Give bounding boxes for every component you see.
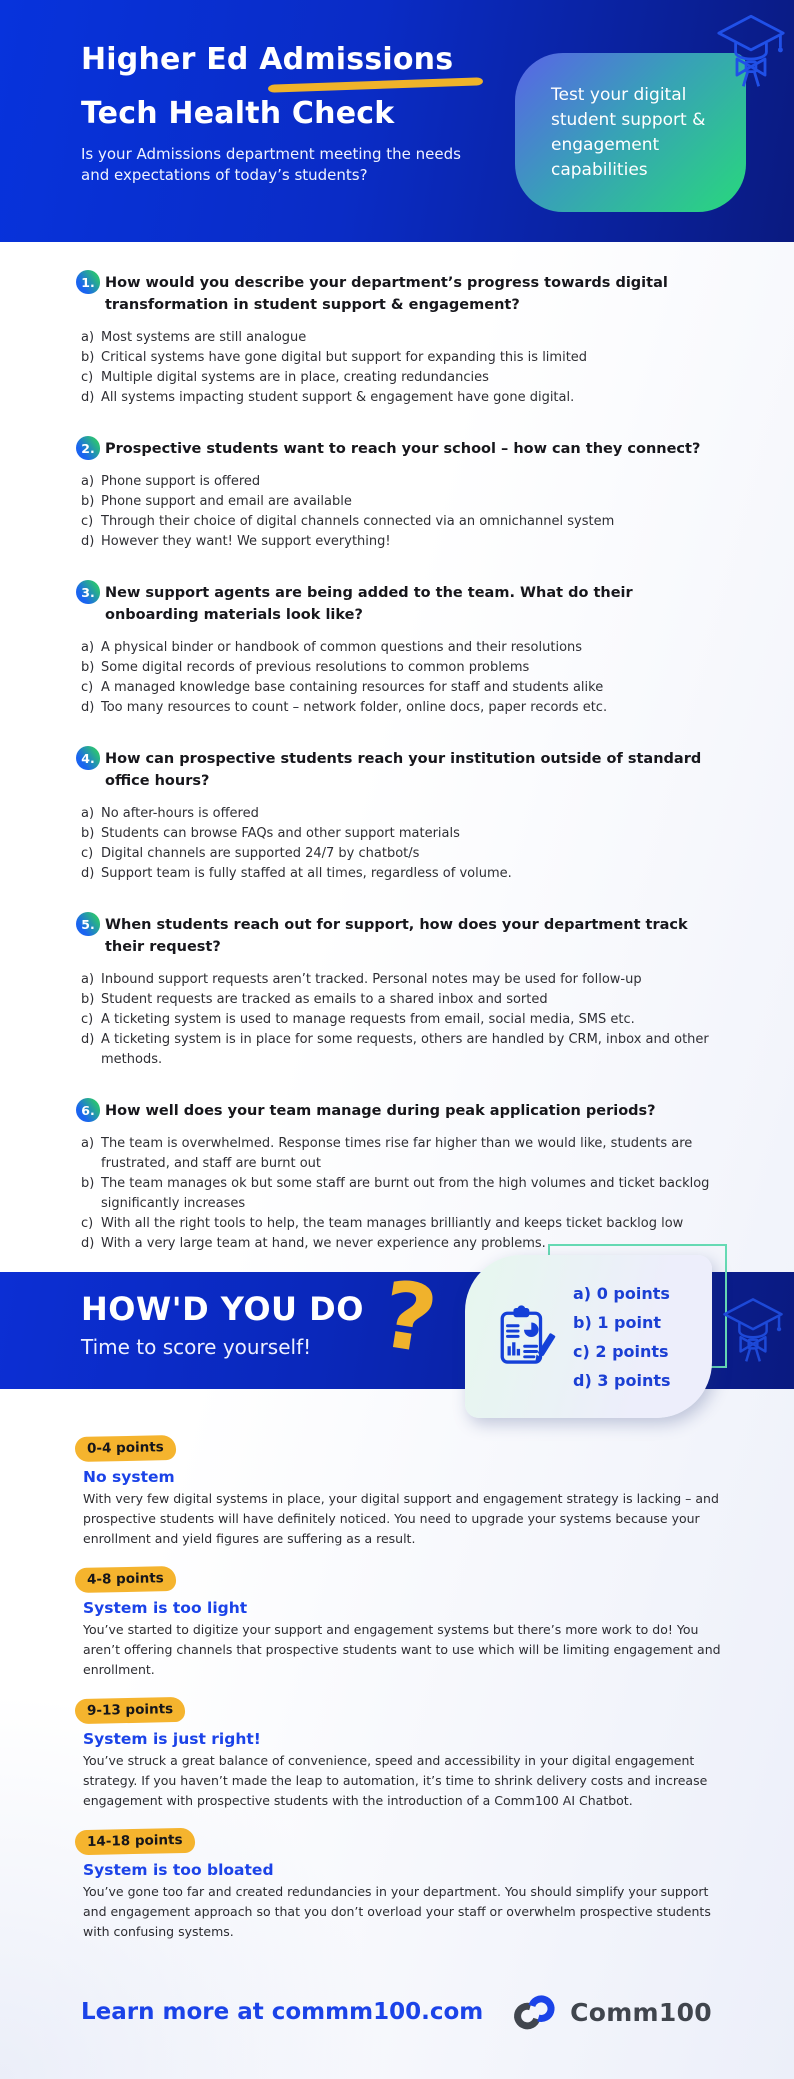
clipboard-checklist-icon — [493, 1301, 559, 1373]
result-14-18 — [75, 1829, 794, 1942]
scoring-item: c) 2 points — [573, 1341, 669, 1361]
results-section — [0, 1389, 794, 1942]
header-side-badge: Test your digital student support & engagement capabilities — [515, 53, 746, 212]
banner-subtitle: Time to score yourself! — [81, 1335, 312, 1360]
question-number-badge: 3. — [76, 580, 100, 604]
options-list — [76, 804, 738, 884]
option: d) All systems impacting student support & engagement have gone digital. — [81, 390, 575, 405]
option: b) Some digital records of previous resolutions to common problems — [81, 660, 530, 675]
title-highlight: Admissions — [259, 42, 454, 77]
option: b) The team manages ok but some staff are burnt out from the high volumes and ticket backlog significantly increases — [81, 1176, 710, 1211]
option: c) A managed knowledge base containing resources for staff and students alike — [81, 680, 604, 695]
question-text: New support agents are being added to the team. What do their onboarding materials look like? — [105, 585, 633, 623]
comm100-brand — [510, 1992, 712, 2032]
option: a) Most systems are still analogue — [81, 330, 307, 345]
points-range-badge: 0-4 points — [75, 1435, 176, 1462]
option: d) With a very large team at hand, we never experience any problems. — [81, 1236, 546, 1251]
question-mark-graphic: ? — [374, 1260, 444, 1375]
result-description: With very few digital systems in place, your digital support and engagement strategy is lacking – and prospective students will have definitely noticed. You need to upgrade your systems because your enrollment and yield figures are suffering as a result. — [83, 1491, 719, 1546]
result-description: You’ve struck a great balance of convenience, speed and accessibility in your digital engagement strategy. If you haven’t made the leap to automation, it’s time to shrink delivery costs and increase engagement with prospective students with the introduction of a Comm100 AI Chatbot. — [83, 1753, 708, 1808]
scoring-list — [573, 1279, 671, 1395]
options-list — [76, 1134, 738, 1254]
options-list — [76, 328, 738, 408]
question-text: How would you describe your department’s progress towards digital transformation in student support & engagement? — [105, 275, 668, 313]
result-0-4 — [75, 1436, 794, 1549]
question-4 — [76, 748, 738, 884]
question-number-badge: 6. — [76, 1098, 100, 1122]
result-title: No system — [83, 1468, 175, 1486]
result-title: System is just right! — [83, 1730, 261, 1748]
question-text: Prospective students want to reach your school – how can they connect? — [105, 441, 701, 457]
header — [0, 0, 794, 242]
option: d) However they want! We support everything! — [81, 534, 391, 549]
comm100-logo-icon — [510, 1992, 560, 2032]
option: c) Through their choice of digital channels connected via an omnichannel system — [81, 514, 615, 529]
question-3 — [76, 582, 738, 718]
option: a) A physical binder or handbook of common questions and their resolutions — [81, 640, 583, 655]
points-range-badge: 9-13 points — [75, 1697, 186, 1724]
page-title-line2: Tech Health Check — [81, 95, 395, 131]
header-subtitle: Is your Admissions department meeting the needs and expectations of today’s students? — [81, 145, 461, 184]
option: a) Phone support is offered — [81, 474, 261, 489]
question-text: How can prospective students reach your institution outside of standard office hours? — [105, 751, 702, 789]
question-text: How well does your team manage during peak application periods? — [105, 1103, 656, 1119]
footer — [81, 1992, 712, 2032]
points-range-badge: 4-8 points — [75, 1566, 176, 1593]
scoring-card — [465, 1255, 712, 1418]
scoring-item: d) 3 points — [573, 1370, 671, 1390]
score-banner — [0, 1260, 794, 1390]
scoring-item: a) 0 points — [573, 1283, 670, 1303]
option: d) Support team is fully staffed at all times, regardless of volume. — [81, 866, 512, 881]
result-4-8 — [75, 1567, 794, 1680]
option: d) A ticketing system is in place for some requests, others are handled by CRM, inbox and other methods. — [81, 1032, 709, 1067]
result-description: You’ve started to digitize your support and engagement systems but there’s more work to do! You aren’t offering channels that prospective students want to use which will be limiting engagement and enrollment. — [83, 1622, 721, 1677]
question-number-badge: 2. — [76, 436, 100, 460]
question-number-badge: 1. — [76, 270, 100, 294]
options-list — [76, 638, 738, 718]
option: a) No after-hours is offered — [81, 806, 259, 821]
learn-more-link[interactable]: Learn more at commm100.com — [81, 1999, 484, 2025]
result-title: System is too light — [83, 1599, 248, 1617]
option: c) With all the right tools to help, the team manages brilliantly and keeps ticket backlog low — [81, 1216, 684, 1231]
graduation-cap-icon — [722, 1294, 784, 1368]
title-pre: Higher Ed — [81, 42, 260, 77]
result-description: You’ve gone too far and created redundancies in your department. You should simplify your support and engagement approach so that you don’t overload your staff or overwhelm prospective students with confusing systems. — [83, 1884, 711, 1939]
option: b) Phone support and email are available — [81, 494, 352, 509]
option: b) Students can browse FAQs and other support materials — [81, 826, 460, 841]
option: c) Multiple digital systems are in place, creating redundancies — [81, 370, 489, 385]
quiz-section — [0, 242, 794, 1272]
points-range-badge: 14-18 points — [75, 1828, 195, 1855]
option: a) The team is overwhelmed. Response times rise far higher than we would like, students are frustrated, and staff are burnt out — [81, 1136, 693, 1171]
option: b) Student requests are tracked as emails to a shared inbox and sorted — [81, 992, 548, 1007]
question-1 — [76, 272, 738, 408]
graduation-cap-icon — [716, 6, 786, 98]
option: c) Digital channels are supported 24/7 by chatbot/s — [81, 846, 420, 861]
question-number-badge: 5. — [76, 912, 100, 936]
option: b) Critical systems have gone digital but support for expanding this is limited — [81, 350, 588, 365]
result-title: System is too bloated — [83, 1861, 274, 1879]
option: d) Too many resources to count – network folder, online docs, paper records etc. — [81, 700, 608, 715]
brand-name: Comm100 — [570, 1997, 712, 2027]
option: a) Inbound support requests aren’t tracked. Personal notes may be used for follow-up — [81, 972, 642, 987]
question-2 — [76, 438, 738, 552]
question-number-badge: 4. — [76, 746, 100, 770]
yellow-underline — [268, 77, 483, 92]
question-5 — [76, 914, 738, 1070]
banner-title: HOW'D YOU DO — [81, 1290, 364, 1328]
question-text: When students reach out for support, how does your department track their request? — [105, 917, 688, 955]
question-6 — [76, 1100, 738, 1254]
options-list — [76, 970, 738, 1070]
options-list — [76, 472, 738, 552]
scoring-item: b) 1 point — [573, 1312, 662, 1332]
option: c) A ticketing system is used to manage requests from email, social media, SMS etc. — [81, 1012, 635, 1027]
result-9-13 — [75, 1698, 794, 1811]
